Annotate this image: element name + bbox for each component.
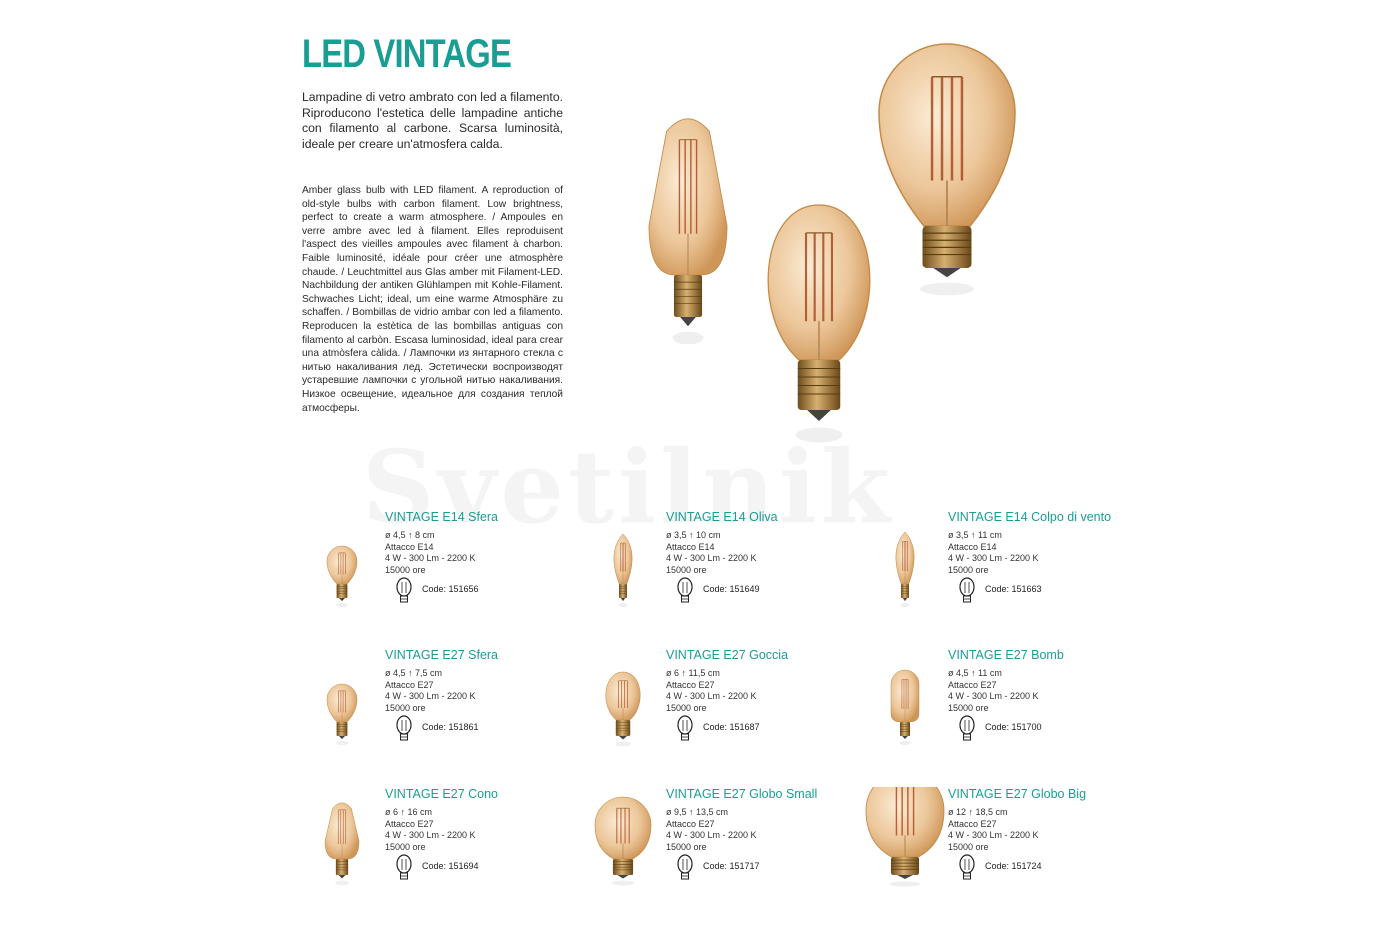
product-card: [329, 648, 589, 768]
product-name: VINTAGE E27 Goccia: [666, 648, 789, 662]
page-title: LED VINTAGE: [302, 32, 512, 76]
product-dimensions: ø 4,5 ↑ 8 cm: [385, 530, 435, 540]
product-socket: Attacco E27: [666, 679, 715, 690]
product-dimensions: ø 3,5 ↑ 11 cm: [948, 530, 1002, 540]
product-card: [329, 510, 589, 630]
product-lifetime: 15000 ore: [948, 702, 989, 713]
product-code: Code: 151717: [703, 861, 760, 871]
product-socket: Attacco E27: [948, 679, 997, 690]
product-socket: Attacco E27: [385, 818, 434, 829]
product-socket: Attacco E27: [948, 818, 997, 829]
product-socket: Attacco E14: [948, 541, 997, 552]
product-lifetime: 15000 ore: [385, 564, 426, 575]
product-bulb: [866, 787, 944, 887]
product-power: 4 W - 300 Lm - 2200 K: [666, 553, 757, 564]
product-card: [892, 510, 1152, 630]
hero-bulbs-image: [600, 40, 1040, 480]
product-image: [297, 787, 387, 907]
product-socket: Attacco E27: [385, 679, 434, 690]
product-name: VINTAGE E14 Colpo di vento: [948, 510, 1112, 524]
bulb-flame-icon: [958, 576, 976, 606]
product-bulb: [606, 672, 640, 746]
product-code: Code: 151663: [985, 584, 1042, 594]
intro-multilanguage: Amber glass bulb with LED filament. A reproduction of old-style bulbs with carbon filament. Low brightness, perfect to create a warm atmosphere. / Ampoules en verre ambre avec led à filament. Elles reproduisent l'aspect des vieilles ampoules avec filament à charbon. Faible luminosité, idéale pour créer une atmosphère chaude. / Leuchtmittel aus Glas amber mit Filament-LED. Nachbildung der antiken Glühlampen mit Kohle-Filament. Schwaches Licht; ideal, um eine warme Atmosphäre zu schaffen. / Bombillas de vidrio ambar con led a filamento. Reproducen la estètica de las bombillas antiguas con filamento al carbòn. Escasa luminosidad, ideal para crear una atmòsfera càlida. / Лампочки из янтарного стекла с нитью накаливания лед. Эстетически воспроизводят устаревшие лампочки с угольной нитью накаливания. Низкое освещение, идеальное для создания теплой атмосферы.: [302, 185, 563, 414]
product-code: Code: 151694: [422, 861, 479, 871]
product-card: [610, 648, 870, 768]
product-name: VINTAGE E27 Sfera: [385, 648, 499, 662]
product-name: VINTAGE E27 Globo Small: [666, 787, 818, 801]
product-lifetime: 15000 ore: [666, 841, 707, 852]
product-dimensions: ø 12 ↑ 18,5 cm: [948, 807, 1008, 817]
product-lifetime: 15000 ore: [948, 564, 989, 575]
hero-bulb-goccia: [768, 205, 870, 443]
product-power: 4 W - 300 Lm - 2200 K: [385, 830, 476, 841]
product-power: 4 W - 300 Lm - 2200 K: [666, 691, 757, 702]
bulb-drop-icon: [676, 714, 694, 744]
product-bulb: [595, 797, 651, 885]
product-dimensions: ø 6 ↑ 16 cm: [385, 807, 433, 817]
product-image: [578, 510, 668, 630]
bulb-cone-icon: [395, 853, 413, 883]
product-lifetime: 15000 ore: [948, 841, 989, 852]
product-name: VINTAGE E27 Cono: [385, 787, 499, 801]
hero-bulb-globo: [879, 44, 1015, 295]
product-dimensions: ø 4,5 ↑ 7,5 cm: [385, 668, 443, 678]
product-socket: Attacco E27: [666, 818, 715, 829]
product-power: 4 W - 300 Lm - 2200 K: [948, 830, 1039, 841]
product-lifetime: 15000 ore: [385, 841, 426, 852]
product-image: [297, 510, 387, 630]
product-image: [860, 510, 950, 630]
product-bulb: [614, 534, 632, 607]
product-socket: Attacco E14: [385, 541, 434, 552]
bulb-tube-icon: [958, 714, 976, 744]
product-card: [892, 648, 1152, 768]
product-card: [329, 787, 589, 907]
product-lifetime: 15000 ore: [666, 564, 707, 575]
bulb-round-icon: [395, 714, 413, 744]
product-power: 4 W - 300 Lm - 2200 K: [948, 691, 1039, 702]
product-name: VINTAGE E14 Sfera: [385, 510, 499, 524]
product-code: Code: 151687: [703, 722, 760, 732]
product-dimensions: ø 3,5 ↑ 10 cm: [666, 530, 721, 540]
bulb-olive-icon: [676, 576, 694, 606]
bulb-round-icon: [395, 576, 413, 606]
product-name: VINTAGE E14 Oliva: [666, 510, 778, 524]
product-lifetime: 15000 ore: [385, 702, 426, 713]
product-card: [892, 787, 1152, 907]
product-power: 4 W - 300 Lm - 2200 K: [666, 830, 757, 841]
product-power: 4 W - 300 Lm - 2200 K: [385, 553, 476, 564]
product-bulb: [325, 803, 359, 886]
product-bulb: [327, 546, 357, 607]
product-code: Code: 151724: [985, 861, 1042, 871]
product-card: [610, 787, 870, 907]
intro-italian: Lampadine di vetro ambrato con led a filamento. Riproducono l'estetica delle lampadine antiche con filamento al carbone. Scarsa luminosità, ideale per creare un'atmosfera calda.: [302, 90, 563, 151]
product-lifetime: 15000 ore: [666, 702, 707, 713]
product-image: [860, 648, 950, 768]
product-code: Code: 151861: [422, 722, 479, 732]
product-code: Code: 151656: [422, 584, 479, 594]
product-name: VINTAGE E27 Globo Big: [948, 787, 1087, 801]
product-power: 4 W - 300 Lm - 2200 K: [385, 691, 476, 702]
product-code: Code: 151649: [703, 584, 760, 594]
product-code: Code: 151700: [985, 722, 1042, 732]
product-name: VINTAGE E27 Bomb: [948, 648, 1064, 662]
product-image: [860, 787, 950, 907]
product-bulb: [891, 670, 919, 745]
product-bulb: [327, 684, 357, 745]
product-dimensions: ø 4,5 ↑ 11 cm: [948, 668, 1002, 678]
product-dimensions: ø 9,5 ↑ 13,5 cm: [666, 807, 729, 817]
product-dimensions: ø 6 ↑ 11,5 cm: [666, 668, 720, 678]
product-socket: Attacco E14: [666, 541, 715, 552]
product-image: [297, 648, 387, 768]
product-card: [610, 510, 870, 630]
product-image: [578, 787, 668, 907]
product-image: [578, 648, 668, 768]
product-bulb: [896, 532, 914, 607]
bulb-globe-icon: [958, 853, 976, 883]
product-power: 4 W - 300 Lm - 2200 K: [948, 553, 1039, 564]
hero-bulb-cono: [649, 119, 727, 345]
bulb-globe-icon: [676, 853, 694, 883]
